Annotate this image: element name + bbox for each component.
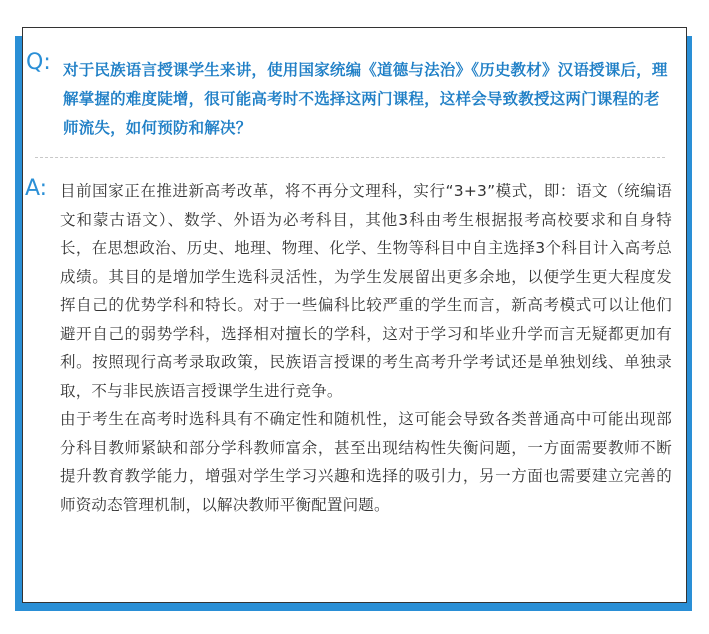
- answer-marker: A:: [25, 176, 48, 201]
- answer-paragraph-2: 由于考生在高考时选科具有不确定性和随机性，这可能会导致各类普通高中可能出现部分科目教师紧缺和部分学科教师富余，甚至出现结构性失衡问题，一方面需要教师不断提升教育教学能力，增强对学生学习兴趣和选择的吸引力，另一方面也需要建立完善的师资动态管理机制，以解决教师平衡配置问题。: [60, 410, 672, 514]
- dashed-divider: [35, 157, 665, 158]
- question-text: 对于民族语言授课学生来讲，使用国家统编《道德与法治》《历史教材》汉语授课后，理解掌握的难度陡增，很可能高考时不选择这两门课程，这样会导致教授这两门课程的老师流失，如何预防和解决？: [63, 61, 668, 137]
- answer-body: [60, 177, 672, 519]
- answer-paragraph-1: 目前国家正在推进新高考改革，将不再分文理科，实行“3+3”模式，即：语文（统编语文和蒙古语文）、数学、外语为必考科目，其他3科由考生根据报考高校要求和自身特长，在思想政治、历史、地理、物理、化学、生物等科目中自主选择3个科目计入高考总成绩。其目的是增加学生选科灵活性，为学生发展留出更多余地，以便学生更大程度发挥自己的优势学科和特长。对于一些偏科比较严重的学生而言，新高考模式可以让他们避开自己的弱势学科，选择相对擅长的学科，这对于学习和毕业升学而言无疑都更加有利。按照现行高考录取政策，民族语言授课的考生高考升学考试还是单独划线、单独录取，不与非民族语言授课学生进行竞争。: [60, 182, 672, 400]
- qa-card: [22, 27, 687, 603]
- question-marker: Q:: [26, 50, 51, 75]
